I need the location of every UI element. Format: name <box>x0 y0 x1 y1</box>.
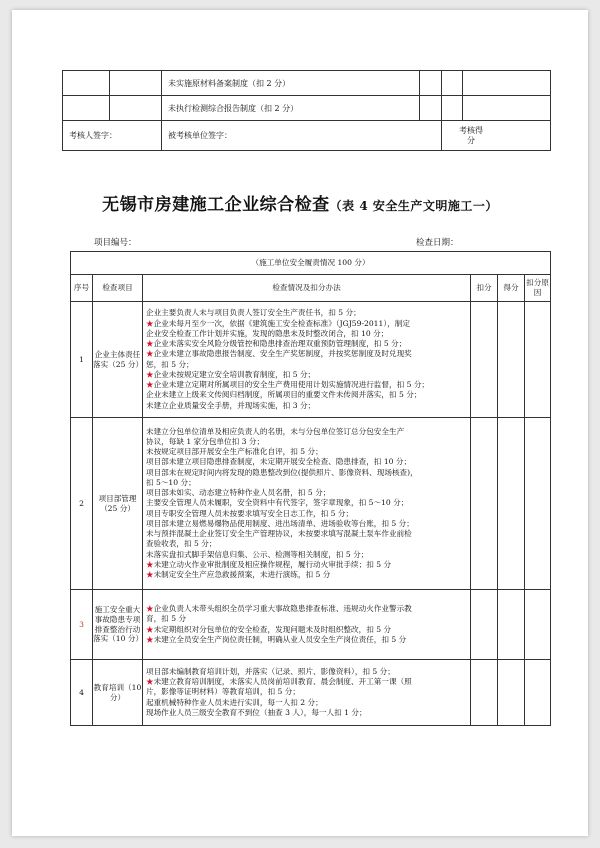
content-line-text: 企业未每月至少一次，依据《建筑施工安全检查标准》（JGJ59-2011），制定 <box>153 318 410 328</box>
star-icon: ★ <box>146 604 154 613</box>
content-line-text: 主要安全管理人员未履职，安全资料中有代签字，签字章现象，扣 5～10 分； <box>146 498 409 508</box>
row-item: 施工安全重大事故隐患专项排查整治行动落实（10 分） <box>93 590 143 660</box>
content-line <box>146 380 467 390</box>
table-row <box>71 302 551 418</box>
table-row <box>71 418 551 590</box>
content-line-text: 查验收表，扣 5 分； <box>146 539 217 549</box>
examinee-signature-label: 被考核单位签字： <box>162 121 442 151</box>
table-row <box>71 660 551 726</box>
star-icon: ★ <box>146 624 154 634</box>
content-line-text: 企业负责人未带头组织全员学习重大事故隐患排查标准、违规动火作业警示教 <box>153 604 412 613</box>
content-line <box>146 539 467 549</box>
assessment-score-label: 考核得分 <box>459 125 483 145</box>
content-line <box>146 635 467 645</box>
header-item: 检查项目 <box>93 275 143 302</box>
content-line-text: 未建立全员安全生产岗位责任制，明确从业人员安全生产岗位责任，扣 5 分 <box>153 634 407 644</box>
content-line-text: 企业主要负责人未与项目负责人签订安全生产责任书，扣 5 分； <box>146 308 361 318</box>
content-line-text: 起重机械特种作业人员未进行实训，每一人扣 2 分； <box>146 697 323 707</box>
content-line <box>146 488 467 498</box>
header-content: 检查情况及扣分办法 <box>143 275 471 302</box>
content-line <box>146 498 467 508</box>
star-icon: ★ <box>146 339 154 348</box>
examiner-signature-label: 考核人签字： <box>63 121 162 151</box>
table-row <box>71 590 551 660</box>
content-line-text: 项目部未在规定时间内将发现的隐患整改到位(提供照片、影像资料、现场核查)， <box>146 467 418 477</box>
row-item: 企业主体责任落实（25 分） <box>93 302 143 418</box>
content-line <box>146 339 467 349</box>
title-main: 无锡市房建施工企业综合检查 <box>102 195 330 215</box>
content-line <box>146 349 467 359</box>
content-line-text: 扣 5～10 分； <box>146 477 196 487</box>
document-title <box>12 190 588 215</box>
content-line-text: 未建立动火作业审批制度及相应操作规程，履行动火审批手续；扣 5 分 <box>153 559 392 569</box>
content-line-text: 企业未按规定建立安全培训教育制度，扣 5 分； <box>153 369 316 379</box>
content-line <box>146 401 467 411</box>
content-line <box>146 550 467 560</box>
content-line-text: 惩，扣 5 分； <box>146 359 194 369</box>
header-deduct: 扣分 <box>471 275 498 302</box>
content-line <box>146 468 467 478</box>
content-line-text: 片，影像等证明材料）等教育培训，扣 5 分； <box>146 687 300 697</box>
content-line-text: 未按规定项目部开展安全生产标准化自评，扣 5 分； <box>146 447 323 457</box>
content-line-text: 项目部未编制教育培训计划，并落实（记录、照片、影像资料），扣 5 分； <box>146 666 395 676</box>
content-line <box>146 667 467 677</box>
row-index: 3 <box>71 590 93 660</box>
document-page <box>12 10 588 836</box>
table-caption: （施工单位安全履责情况 100 分） <box>71 252 551 275</box>
content-line <box>146 509 467 519</box>
content-line <box>146 604 467 614</box>
content-line <box>146 370 467 380</box>
content-line <box>146 457 467 467</box>
content-line-text: 项目部未建立易燃易爆物品使用制度、进出场清单、进场验收等台账，扣 5 分； <box>146 518 414 528</box>
content-line <box>146 708 467 718</box>
star-icon: ★ <box>146 634 154 644</box>
content-line <box>146 529 467 539</box>
row-item: 教育培训（10 分） <box>93 660 143 726</box>
content-line-text: 项目部未如实、动态建立特种作业人员名册，扣 5 分； <box>146 488 331 498</box>
previous-table-continuation <box>62 70 551 151</box>
table-caption-row <box>71 252 551 275</box>
content-line <box>146 560 467 570</box>
content-line-text: 未制定安全生产应急救援预案，未进行演练，扣 5 分 <box>153 570 331 580</box>
content-line <box>146 308 467 318</box>
row-content <box>143 590 471 660</box>
content-line <box>146 447 467 457</box>
content-line-text: 未建立企业质量安全手册，并现场实施，扣 3 分； <box>146 400 316 410</box>
content-line <box>146 614 467 624</box>
content-line-text: 企业未建立定期对所属项目的安全生产费用使用计划实施情况进行监督，扣 5 分； <box>153 380 430 389</box>
table-header-row <box>71 275 551 302</box>
row-index: 4 <box>71 660 93 726</box>
content-line-text: 企业安全检查工作计划并实施，发现的隐患未及时整改闭合，扣 10 分； <box>146 328 389 338</box>
content-line <box>146 698 467 708</box>
row-index: 2 <box>71 418 93 590</box>
header-no: 序号 <box>71 275 93 302</box>
content-line-text: 未建立教育培训制度，未落实人员岗前培训教育、晨会制度、开工第一课（照 <box>153 677 412 687</box>
content-line <box>146 687 467 697</box>
check-date-label: 检查日期： <box>416 238 459 248</box>
content-line-text: 未落实盘扣式脚手架信息归集、公示、检测等相关制度，扣 5 分； <box>146 549 369 559</box>
header-reason: 扣分原因 <box>525 275 551 302</box>
content-line-text: 协议，每缺 1 家分包单位扣 3 分； <box>146 436 265 446</box>
row-index: 1 <box>71 302 93 418</box>
star-icon: ★ <box>146 318 154 328</box>
content-line <box>146 390 467 400</box>
inspection-table <box>70 251 551 726</box>
row-content <box>143 660 471 726</box>
row-content <box>143 302 471 418</box>
content-line-text: 项目部未建立项目隐患排查制度，未定期开展安全检查、隐患排查，扣 10 分； <box>146 457 412 467</box>
content-line-text: 项目专职安全管理人员未按要求填写安全日志工作，扣 5 分； <box>146 508 354 518</box>
content-line-text: 现场作业人员三级安全教育不到位（抽查 3 人），每一人扣 1 分； <box>146 707 367 717</box>
content-line-text: 未定期组织对分包单位的安全检查，发现问题未及时组织整改，扣 5 分 <box>153 624 392 634</box>
content-line <box>146 437 467 447</box>
star-icon: ★ <box>146 349 154 359</box>
content-line-text: 育，扣 5 分 <box>146 614 187 624</box>
content-line <box>146 519 467 529</box>
content-line <box>146 360 467 370</box>
table-row <box>63 71 551 96</box>
content-line-text: 未与预拌混凝土企业签订安全生产管理协议，未按要求填写混凝土泵车作业前检 <box>146 529 412 539</box>
content-line <box>146 319 467 329</box>
row-item: 项目部管理（25 分） <box>93 418 143 590</box>
star-icon: ★ <box>146 570 154 580</box>
check-item-text: 未实施原材料备案制度（扣 2 分） <box>162 71 420 96</box>
star-icon: ★ <box>146 677 154 687</box>
content-line-text: 企业未建立上级来文传阅归档制度，所属项目的重要文件未传阅并落实，扣 5 分； <box>146 390 422 400</box>
star-icon: ★ <box>146 369 154 379</box>
content-line <box>146 427 467 437</box>
header-score: 得分 <box>498 275 525 302</box>
content-line <box>146 478 467 488</box>
content-line <box>146 329 467 339</box>
signature-row <box>63 121 551 151</box>
content-line-text: 未建立分包单位清单及相应负责人的名册，未与分包单位签订总分包安全生产 <box>146 426 405 436</box>
content-line <box>146 625 467 635</box>
title-sub: （表 4 安全生产文明施工一） <box>329 199 498 213</box>
check-item-text: 未执行检测综合报告制度（扣 2 分） <box>162 96 420 121</box>
table-row <box>63 96 551 121</box>
star-icon: ★ <box>146 559 154 569</box>
row-content <box>143 418 471 590</box>
content-line <box>146 570 467 580</box>
star-icon: ★ <box>146 380 154 389</box>
project-number-label: 项目编号： <box>94 238 137 248</box>
content-line-text: 企业未落实安全风险分级管控和隐患排查治理双重预防管理制度，扣 5 分； <box>153 339 407 348</box>
content-line-text: 企业未建立事故隐患报告制度、安全生产奖惩制度，并按奖惩制度及时兑现奖 <box>153 349 412 359</box>
content-line <box>146 677 467 687</box>
